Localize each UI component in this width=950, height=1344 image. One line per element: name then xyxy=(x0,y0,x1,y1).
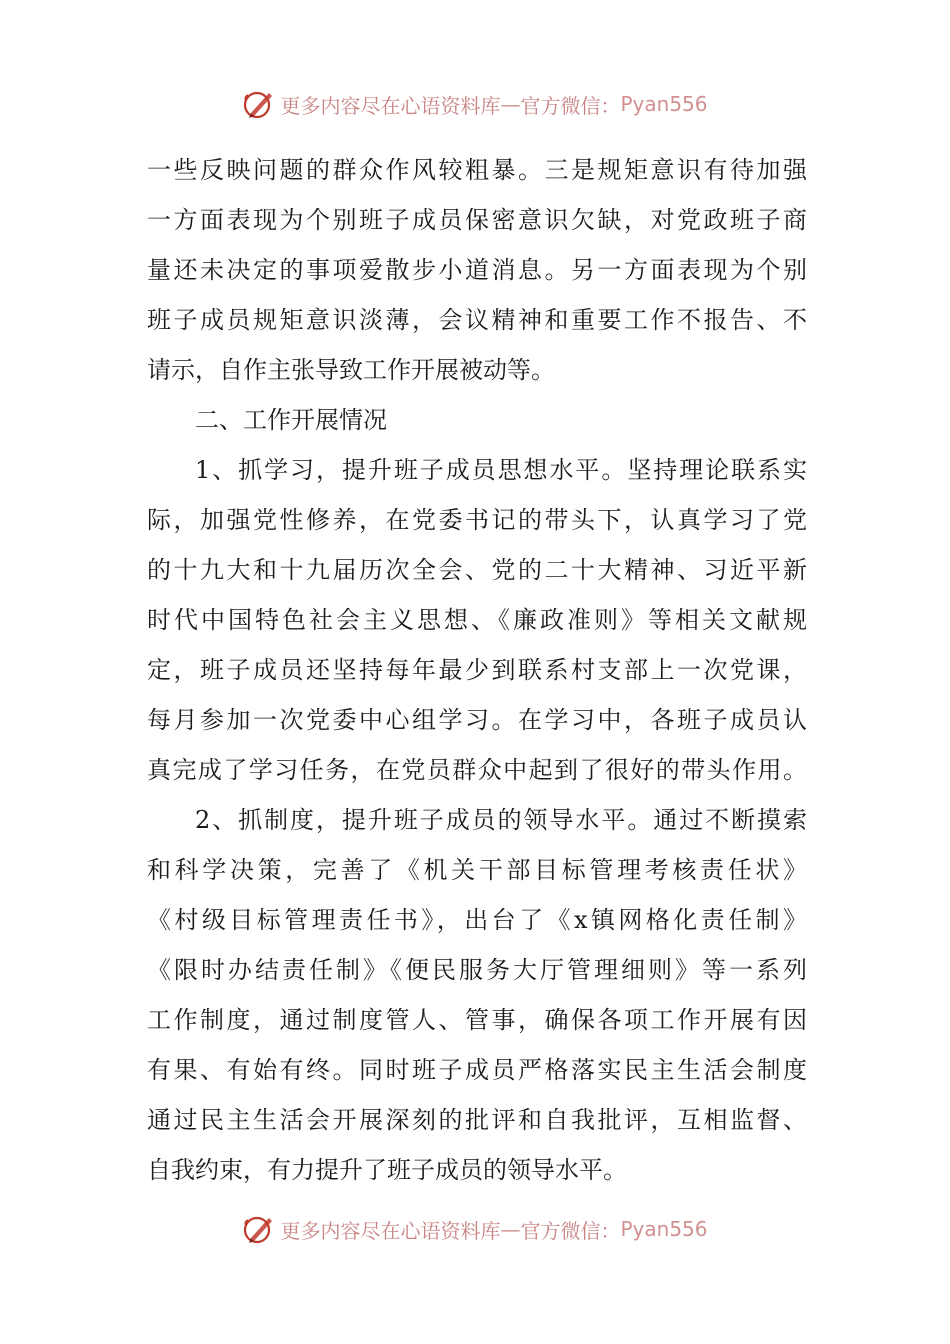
watermark-wechat-label: 官方微信： xyxy=(520,93,621,118)
text-line: 一些反映问题的群众作风较粗暴。三是规矩意识有待加强 xyxy=(147,156,807,184)
document-body xyxy=(147,145,807,1195)
text-line: 定，班子成员还坚持每年最少到联系村支部上一次党课， xyxy=(147,656,807,684)
watermark-dash: — xyxy=(500,1217,521,1241)
text-line: 际，加强党性修养，在党委书记的带头下，认真学习了党 xyxy=(147,506,807,534)
paragraph xyxy=(147,145,807,395)
text-line: 的十九大和十九届历次全会、党的二十大精神、习近平新 xyxy=(147,556,807,584)
watermark-wechat-label: 官方微信： xyxy=(520,1218,621,1243)
text-line: 每月参加一次党委中心组学习。在学习中，各班子成员认 xyxy=(147,706,807,734)
text-line: 有果、有始有终。同时班子成员严格落实民主生活会制度 xyxy=(147,1056,807,1084)
text-line: 1、抓学习，提升班子成员思想水平。坚持理论联系实 xyxy=(195,456,807,484)
text-line: 一方面表现为个别班子成员保密意识欠缺，对党政班子商 xyxy=(147,206,807,234)
pen-circle-icon xyxy=(242,87,276,121)
text-line: 2、抓制度，提升班子成员的领导水平。通过不断摸索 xyxy=(195,806,807,834)
text-line: 真完成了学习任务，在党员群众中起到了很好的带头作用。 xyxy=(147,756,807,784)
footer-watermark xyxy=(0,1207,950,1251)
text-line: 《限时办结责任制》《便民服务大厅管理细则》等一系列 xyxy=(147,956,807,984)
text-line: 《村级目标管理责任书》，出台了《x镇网格化责任制》 xyxy=(147,906,807,934)
pen-circle-icon xyxy=(242,1212,276,1246)
text-line: 和科学决策，完善了《机关干部目标管理考核责任状》 xyxy=(147,856,807,884)
paragraph xyxy=(147,445,807,795)
watermark-dash: — xyxy=(500,92,521,116)
text-line: 工作制度，通过制度管人、管事，确保各项工作开展有因 xyxy=(147,1006,807,1034)
section-heading xyxy=(147,395,807,445)
text-line: 时代中国特色社会主义思想、《廉政准则》等相关文献规 xyxy=(147,606,807,634)
paragraph xyxy=(147,795,807,1195)
text-line: 通过民主生活会开展深刻的批评和自我批评，互相监督、 xyxy=(147,1106,807,1134)
heading-line: 二、工作开展情况 xyxy=(195,406,387,434)
text-line: 自我约束，有力提升了班子成员的领导水平。 xyxy=(147,1156,627,1184)
text-line: 量还未决定的事项爱散步小道消息。另一方面表现为个别 xyxy=(147,256,807,284)
text-line: 请示，自作主张导致工作开展被动等。 xyxy=(147,356,555,384)
watermark-wechat-id: Pyan556 xyxy=(620,92,708,116)
watermark-site-text: 更多内容尽在心语资料库 xyxy=(280,93,501,118)
text-line: 班子成员规矩意识淡薄，会议精神和重要工作不报告、不 xyxy=(147,306,807,334)
watermark-wechat-id: Pyan556 xyxy=(620,1217,708,1241)
watermark-site-text: 更多内容尽在心语资料库 xyxy=(280,1218,501,1243)
header-watermark xyxy=(0,82,950,126)
